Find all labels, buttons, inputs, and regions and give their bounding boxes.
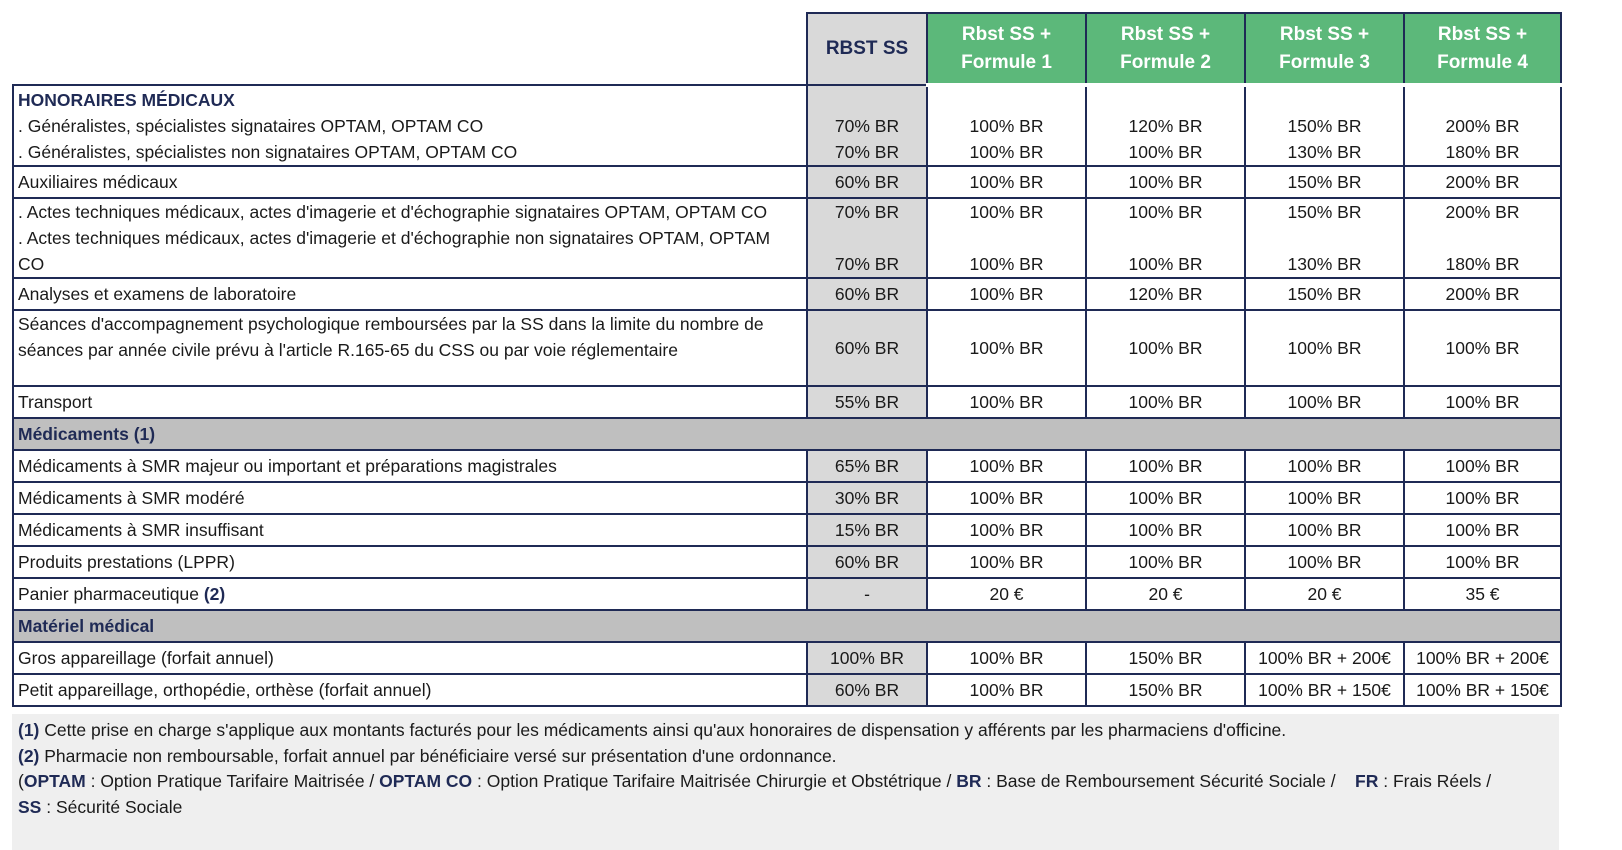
cell-f1: 100% BR 100% BR	[927, 85, 1086, 166]
header-formule-3: Rbst SS + Formule 3	[1245, 13, 1404, 85]
table-row-seances	[13, 310, 1561, 386]
cell-f2: 100% BR 100% BR	[1086, 198, 1245, 278]
header-corner	[13, 13, 807, 85]
cell-f1: 100% BR	[927, 310, 1086, 386]
cell-f2: 120% BR	[1086, 278, 1245, 310]
cell-ss: 30% BR	[807, 482, 927, 514]
cell-f4: 100% BR	[1404, 386, 1561, 418]
header-formule-4: Rbst SS + Formule 4	[1404, 13, 1561, 85]
cell-f3: 100% BR + 200€	[1245, 642, 1404, 674]
cell-f3: 100% BR	[1245, 482, 1404, 514]
row-label: Auxiliaires médicaux	[13, 166, 807, 198]
cell-f4: 200% BR 180% BR	[1404, 85, 1561, 166]
cell-f4: 200% BR 180% BR	[1404, 198, 1561, 278]
cell-f4: 100% BR	[1404, 310, 1561, 386]
cell-f1: 100% BR	[927, 386, 1086, 418]
footnote-2: (2) Pharmacie non remboursable, forfait annuel par bénéficiaire versé sur présentation d'une ordonnance.	[18, 745, 837, 766]
cell-ss: 65% BR	[807, 450, 927, 482]
cell-f1: 100% BR	[927, 674, 1086, 706]
header-formule-1: Rbst SS + Formule 1	[927, 13, 1086, 85]
table-row	[13, 514, 1561, 546]
row-label: Séances d'accompagnement psychologique remboursées par la SS dans la limite du nombre de séances par année civile prévu à l'article R.165-65 du CSS ou par voie réglementaire	[13, 310, 807, 386]
cell-f1: 100% BR	[927, 546, 1086, 578]
cell-f3: 150% BR	[1245, 278, 1404, 310]
section-row-materiel	[13, 610, 1561, 642]
table-row-panier	[13, 578, 1561, 610]
cell-f2: 20 €	[1086, 578, 1245, 610]
row-label: Médicaments à SMR modéré	[13, 482, 807, 514]
cell-f4: 100% BR	[1404, 546, 1561, 578]
cell-f3: 100% BR	[1245, 514, 1404, 546]
cell-f4: 200% BR	[1404, 278, 1561, 310]
section-title-materiel: Matériel médical	[13, 610, 1561, 642]
cell-f1: 100% BR	[927, 514, 1086, 546]
cell-ss: 15% BR	[807, 514, 927, 546]
header-row	[13, 13, 1561, 85]
cell-f2: 150% BR	[1086, 674, 1245, 706]
cell-f4: 200% BR	[1404, 166, 1561, 198]
cell-f2: 120% BR 100% BR	[1086, 85, 1245, 166]
cell-ss: 70% BR 70% BR	[807, 85, 927, 166]
table-row	[13, 450, 1561, 482]
cell-f3: 100% BR	[1245, 546, 1404, 578]
cell-ss: 60% BR	[807, 674, 927, 706]
row-label: Gros appareillage (forfait annuel)	[13, 642, 807, 674]
cell-f1: 100% BR	[927, 166, 1086, 198]
row-label: Transport	[13, 386, 807, 418]
cell-f4: 100% BR + 150€	[1404, 674, 1561, 706]
cell-f3: 100% BR	[1245, 310, 1404, 386]
cell-f3: 150% BR	[1245, 166, 1404, 198]
cell-f2: 100% BR	[1086, 450, 1245, 482]
cell-ss: 60% BR	[807, 310, 927, 386]
cell-f2: 100% BR	[1086, 386, 1245, 418]
row-label: HONORAIRES MÉDICAUX . Généralistes, spécialistes signataires OPTAM, OPTAM CO . Généralistes, spécialistes non signataires OPTAM, OPTAM CO	[13, 85, 807, 166]
cell-f3: 150% BR 130% BR	[1245, 198, 1404, 278]
cell-f2: 100% BR	[1086, 514, 1245, 546]
row-label: . Actes techniques médicaux, actes d'imagerie et d'échographie signataires OPTAM, OPTAM CO . Actes techniques médicaux, actes d'imagerie et d'échographie non signataires OPTAM, OPTAM CO	[13, 198, 807, 278]
cell-f1: 100% BR	[927, 482, 1086, 514]
cell-ss: 70% BR 70% BR	[807, 198, 927, 278]
table-row-actes	[13, 198, 1561, 278]
section-row-medicaments	[13, 418, 1561, 450]
cell-ss: 60% BR	[807, 278, 927, 310]
row-label: Panier pharmaceutique (2)	[13, 578, 807, 610]
cell-f4: 100% BR	[1404, 450, 1561, 482]
cell-f3: 100% BR	[1245, 386, 1404, 418]
cell-f1: 100% BR 100% BR	[927, 198, 1086, 278]
table-row	[13, 642, 1561, 674]
row-label: Médicaments à SMR majeur ou important et préparations magistrales	[13, 450, 807, 482]
cell-f2: 100% BR	[1086, 546, 1245, 578]
footnotes	[12, 714, 1559, 850]
table-row-honoraires	[13, 85, 1561, 166]
cell-f3: 100% BR	[1245, 450, 1404, 482]
section-title-honoraires: HONORAIRES MÉDICAUX	[18, 89, 235, 110]
cell-f2: 100% BR	[1086, 482, 1245, 514]
footnote-1: (1) Cette prise en charge s'applique aux montants facturés pour les médicaments ainsi qu'aux honoraires de dispensation y afférents par les pharmaciens d'officine.	[18, 720, 1287, 740]
table-row-analyses	[13, 278, 1561, 310]
row-label: Analyses et examens de laboratoire	[13, 278, 807, 310]
row-label: Médicaments à SMR insuffisant	[13, 514, 807, 546]
cell-f3: 100% BR + 150€	[1245, 674, 1404, 706]
cell-f3: 20 €	[1245, 578, 1404, 610]
header-rbst-ss: RBST SS	[807, 13, 927, 85]
table-row	[13, 674, 1561, 706]
table-row	[13, 546, 1561, 578]
cell-f2: 100% BR	[1086, 310, 1245, 386]
cell-f1: 100% BR	[927, 642, 1086, 674]
cell-f4: 100% BR + 200€	[1404, 642, 1561, 674]
guarantees-table	[12, 12, 1562, 707]
cell-ss: 55% BR	[807, 386, 927, 418]
cell-f1: 100% BR	[927, 278, 1086, 310]
cell-ss: -	[807, 578, 927, 610]
cell-f3: 150% BR 130% BR	[1245, 85, 1404, 166]
footnote-ref: (2)	[203, 584, 226, 604]
cell-f2: 100% BR	[1086, 166, 1245, 198]
cell-f2: 150% BR	[1086, 642, 1245, 674]
section-title-medicaments: Médicaments (1)	[13, 418, 1561, 450]
cell-ss: 60% BR	[807, 546, 927, 578]
row-label: Produits prestations (LPPR)	[13, 546, 807, 578]
cell-ss: 60% BR	[807, 166, 927, 198]
cell-f4: 100% BR	[1404, 482, 1561, 514]
cell-ss: 100% BR	[807, 642, 927, 674]
cell-f1: 100% BR	[927, 450, 1086, 482]
glossary: (OPTAM : Option Pratique Tarifaire Maitrisée / OPTAM CO : Option Pratique Tarifaire Maitrisée Chirurgie et Obstétrique / BR : Base de Remboursement Sécurité Sociale / FR : Frais Réels / SS : Sécurité Sociale	[18, 771, 1492, 817]
cell-f4: 100% BR	[1404, 514, 1561, 546]
cell-f1: 20 €	[927, 578, 1086, 610]
table-row	[13, 482, 1561, 514]
table-row-auxiliaires	[13, 166, 1561, 198]
cell-f4: 35 €	[1404, 578, 1561, 610]
table-row-transport	[13, 386, 1561, 418]
header-formule-2: Rbst SS + Formule 2	[1086, 13, 1245, 85]
row-label: Petit appareillage, orthopédie, orthèse (forfait annuel)	[13, 674, 807, 706]
